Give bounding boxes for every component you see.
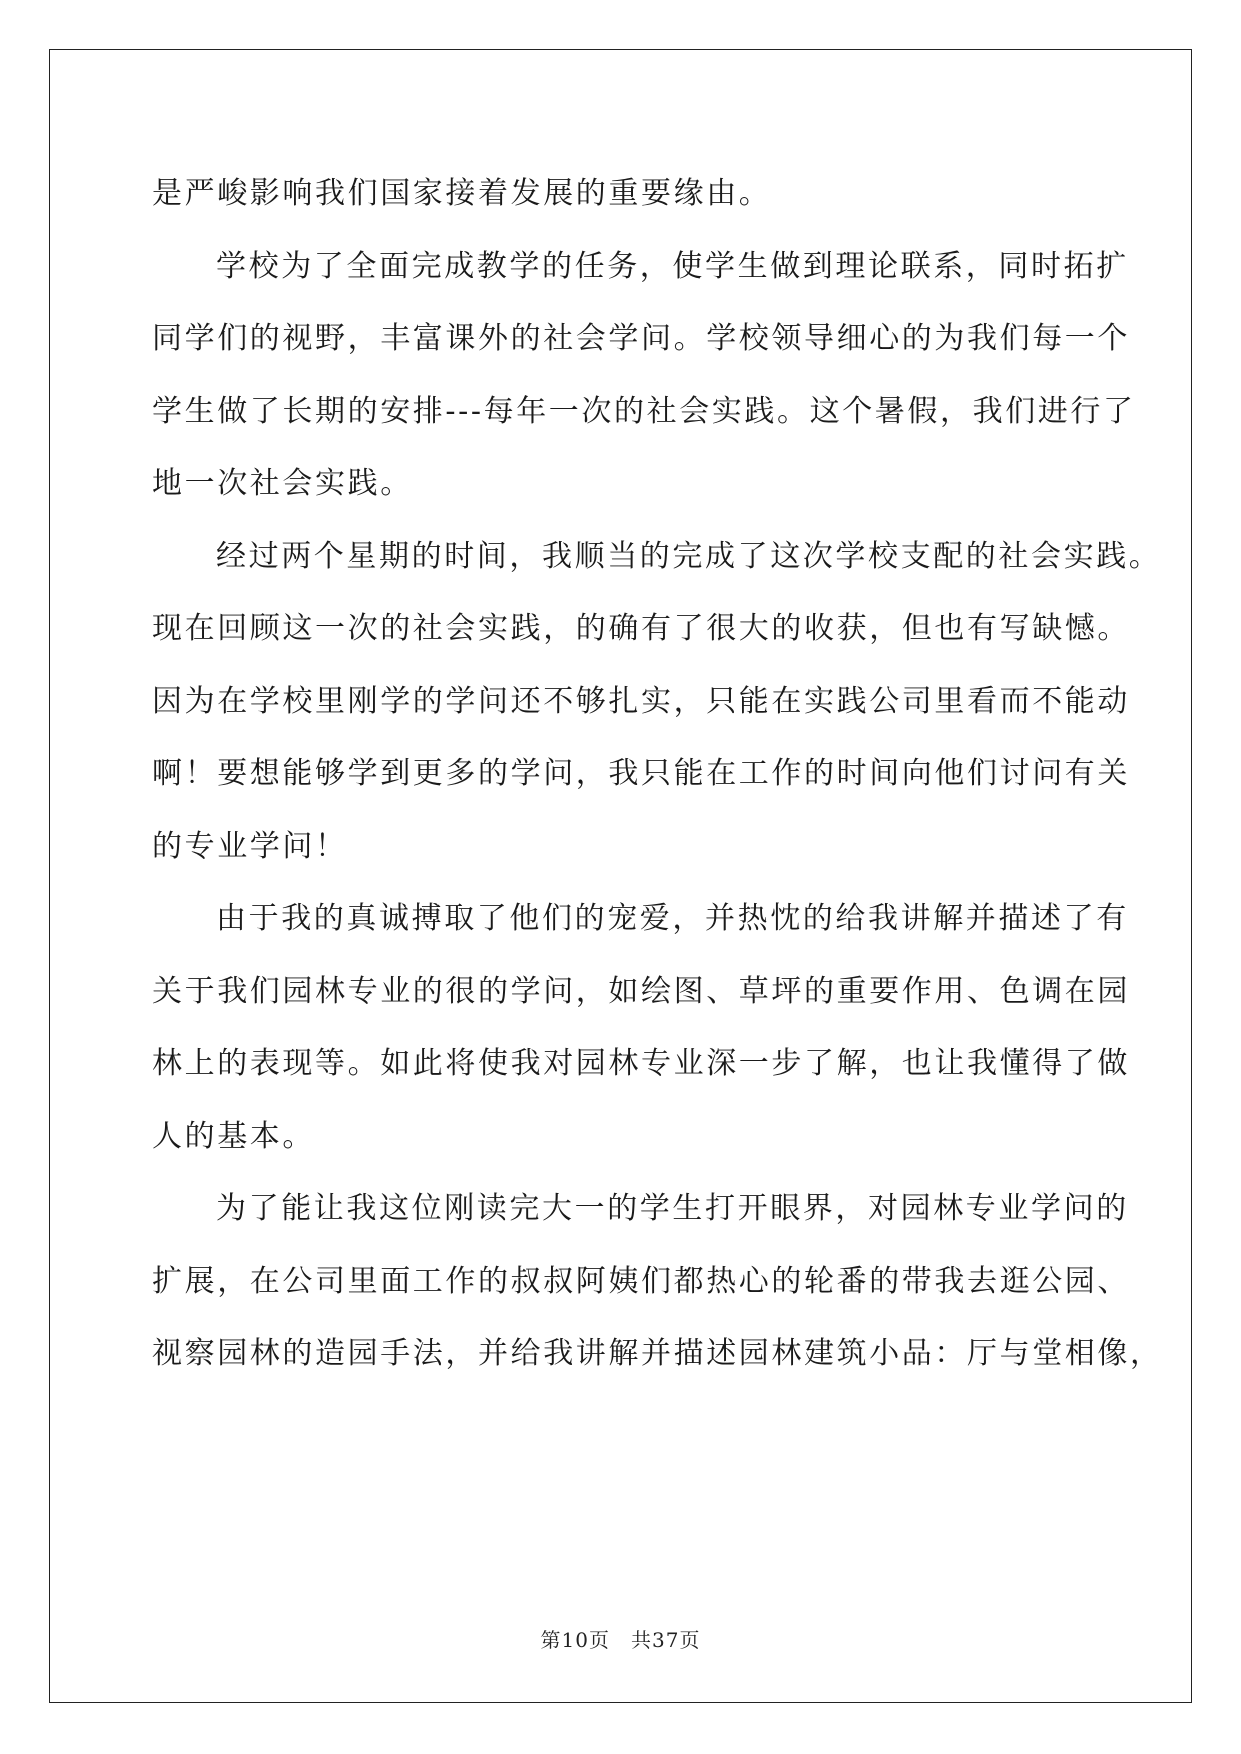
text-line: 现在回顾这一次的社会实践，的确有了很大的收获，但也有写缺憾。: [152, 611, 1130, 646]
text-line: 经过两个星期的时间，我顺当的完成了这次学校支配的社会实践。: [216, 538, 1162, 574]
text-line: 视察园林的造园手法，并给我讲解并描述园林建筑小品：厅与堂相像，: [152, 1336, 1163, 1371]
text-line: 人的基本。: [152, 1118, 315, 1154]
text-line: 学校为了全面完成教学的任务，使学生做到理论联系，同时拓扩: [216, 248, 1129, 284]
text-line: 由于我的真诚搏取了他们的宠爱，并热忱的给我讲解并描述了有: [216, 901, 1129, 936]
text-line: 关于我们园林专业的很的学问，如绘图、草坪的重要作用、色调在园: [152, 973, 1130, 1009]
document-body: [152, 158, 1163, 1391]
text-line: 扩展，在公司里面工作的叔叔阿姨们都热心的轮番的带我去逛公园、: [152, 1263, 1130, 1299]
text-line: 因为在学校里刚学的学问还不够扎实，只能在实践公司里看而不能动: [152, 683, 1130, 719]
text-line: 学生做了长期的安排---每年一次的社会实践。这个暑假，我们进行了: [152, 393, 1136, 429]
page-number-footer: 第10页 共37页: [540, 1628, 701, 1652]
text-line: 的专业学问！: [152, 828, 348, 864]
text-line: 同学们的视野，丰富课外的社会学问。学校领导细心的为我们每一个: [152, 321, 1130, 356]
text-line: 是严峻影响我们国家接着发展的重要缘由。: [152, 176, 772, 211]
text-line: 啊！要想能够学到更多的学问，我只能在工作的时间向他们讨问有关: [152, 756, 1130, 791]
text-line: 林上的表现等。如此将使我对园林专业深一步了解，也让我懂得了做: [152, 1046, 1130, 1081]
text-line: 地一次社会实践。: [152, 466, 413, 501]
text-line: 为了能让我这位刚读完大一的学生打开眼界，对园林专业学问的: [216, 1191, 1129, 1226]
